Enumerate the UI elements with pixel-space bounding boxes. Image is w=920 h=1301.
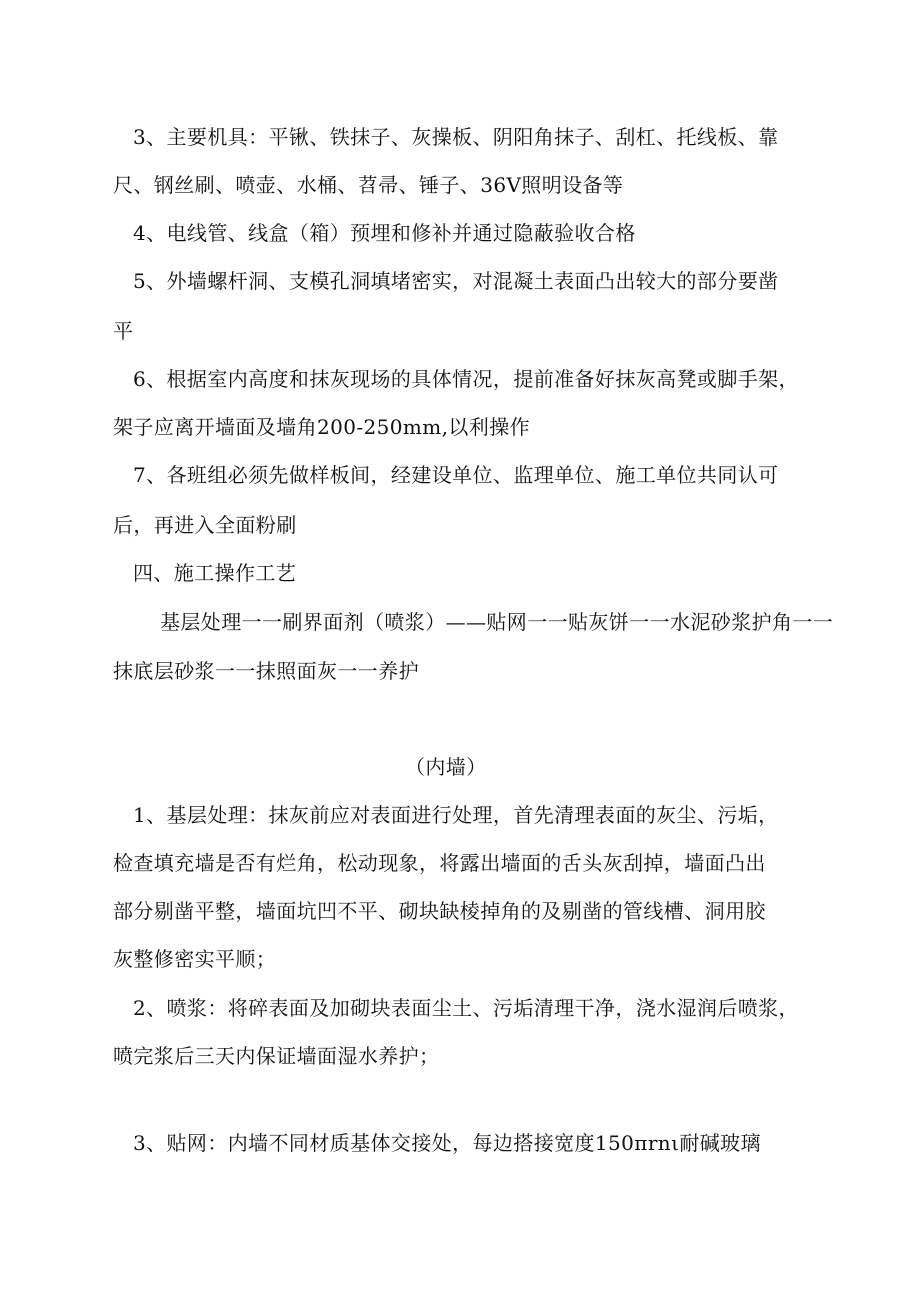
paragraph-line: 4、电线管、线盒（箱）预埋和修补并通过隐蔽验收合格	[133, 221, 636, 245]
paragraph-line: 喷完浆后三天内保证墙面湿水养护；	[113, 1044, 440, 1068]
paragraph-line: 1、基层处理：抹灰前应对表面进行处理，首先清理表面的灰尘、污垢，	[133, 803, 779, 827]
process-flow-line: 抹底层砂浆一一抹照面灰一一养护	[113, 659, 419, 683]
subsection-title: （内墙）	[405, 755, 487, 779]
paragraph-line: 部分剔凿平整，墙面坑凹不平、砌块缺棱掉角的及剔凿的管线槽、洞用胶	[113, 899, 766, 923]
section-heading: 四、施工操作工艺	[133, 561, 297, 585]
paragraph-line: 灰整修密实平顺；	[113, 947, 277, 971]
paragraph-line: 检查填充墙是否有烂角，松动现象，将露出墙面的舌头灰刮掉，墙面凸出	[113, 851, 766, 875]
paragraph-line: 平	[113, 319, 134, 343]
paragraph-line: 7、各班组必须先做样板间，经建设单位、监理单位、施工单位共同认可	[133, 463, 779, 487]
process-flow-line: 基层处理一一刷界面剂（喷浆）——贴网一一贴灰饼一一水泥砂浆护角一一	[160, 610, 834, 634]
paragraph-line: 尺、钢丝刷、喷壶、水桶、苕帚、锤子、36V照明设备等	[113, 173, 624, 197]
paragraph-line: 2、喷浆：将碎表面及加砌块表面尘土、污垢清理干净，浇水湿润后喷浆，	[133, 996, 799, 1020]
paragraph-line: 架子应离开墙面及墙角200-250mm,以利操作	[113, 415, 530, 439]
paragraph-line: 后，再进入全面粉刷	[113, 513, 297, 537]
paragraph-line: 6、根据室内高度和抹灰现场的具体情况，提前准备好抹灰高凳或脚手架，	[133, 367, 799, 391]
paragraph-line: 3、贴网：内墙不同材质基体交接处，每边搭接宽度150πrnι耐碱玻璃	[133, 1131, 761, 1155]
paragraph-line: 5、外墙螺杆洞、支模孔洞填堵密实，对混凝土表面凸出较大的部分要凿	[133, 269, 779, 293]
paragraph-line: 3、主要机具：平锹、铁抹子、灰操板、阴阳角抹子、刮杠、托线板、靠	[133, 125, 779, 149]
